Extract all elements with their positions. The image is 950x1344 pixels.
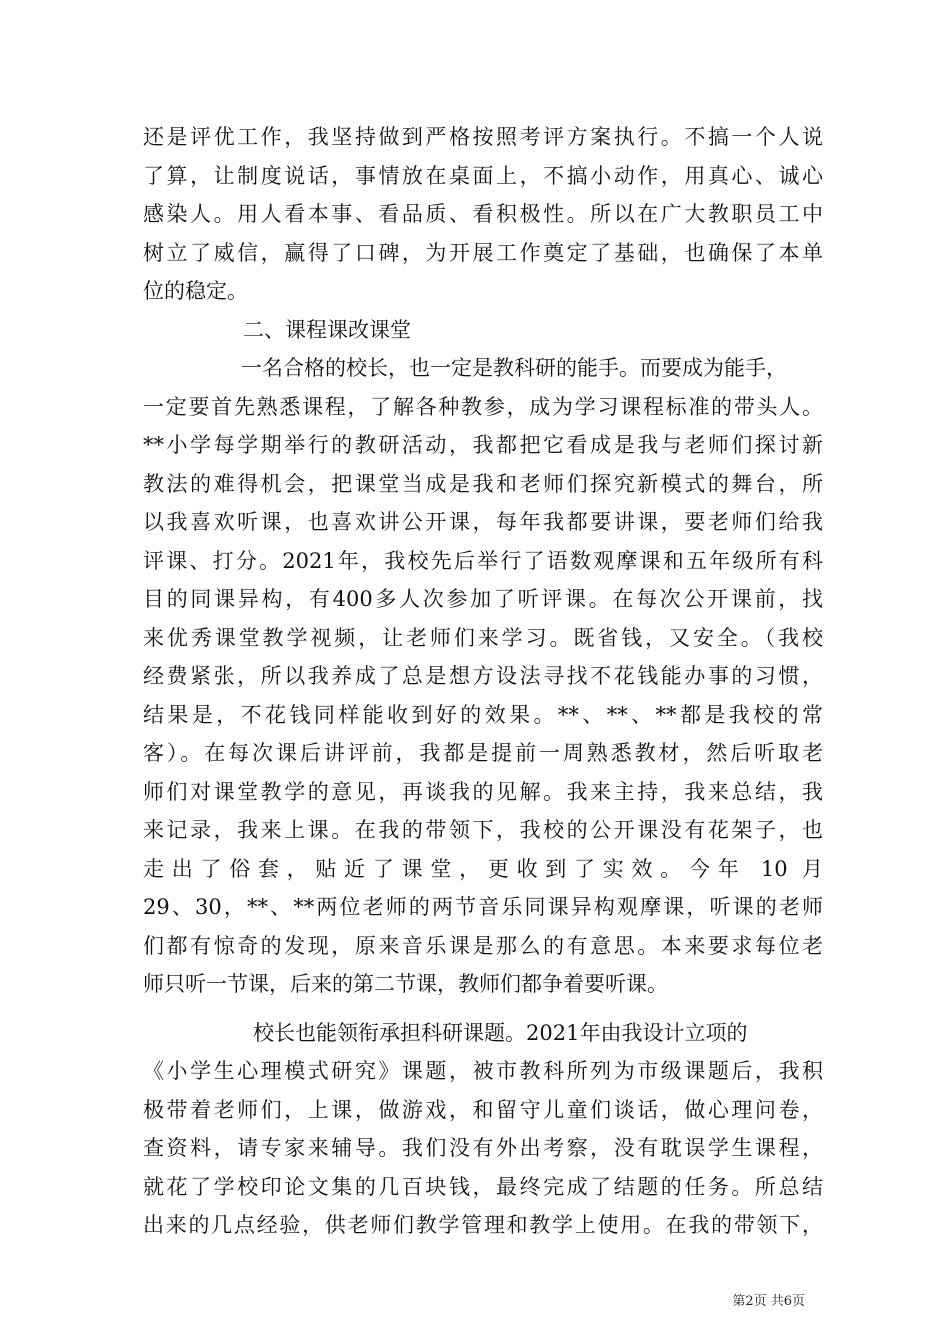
text-line: 一名合格的校长，也一定是教科研的能手。而要成为能手， [241, 356, 787, 380]
text-line: 经费紧张，所以我养成了总是想方设法寻找不花钱能办事的习惯， [143, 664, 823, 688]
text-line: 目的同课异构，有400多人次参加了听评课。在每次公开课前，找 [143, 587, 823, 611]
text-line: 29、30，**、**两位老师的两节音乐同课异构观摩课，听课的老师 [143, 895, 823, 919]
section-heading: 二、课程课改课堂 [243, 317, 411, 342]
body-text [143, 118, 823, 1245]
page-number-footer: 第2页 共6页 [732, 1294, 805, 1309]
text-line: 来记录，我来上课。在我的带领下，我校的公开课没有花架子，也 [143, 818, 823, 842]
text-line: 一定要首先熟悉课程，了解各种教参，成为学习课程标准的带头人。 [143, 394, 823, 419]
text-line: 出来的几点经验，供老师们教学管理和教学上使用。在我的带领下， [143, 1213, 823, 1237]
text-line: 就花了学校印论文集的几百块钱，最终完成了结题的任务。所总结 [143, 1174, 823, 1199]
text-line: 树立了威信，赢得了口碑，为开展工作奠定了基础，也确保了本单 [143, 240, 823, 265]
text-line: 结果是，不花钱同样能收到好的效果。**、**、**都是我校的常 [143, 702, 823, 727]
text-line: 以我喜欢听课，也喜欢讲公开课，每年我都要讲课，要老师们给我 [143, 510, 823, 534]
text-line: 师只听一节课，后来的第二节课，教师们都争着要听课。 [143, 972, 668, 996]
text-line: 极带着老师们，上课，做游戏，和留守儿童们谈话，做心理问卷， [143, 1097, 823, 1122]
text-line: 评课、打分。2021年，我校先后举行了语数观摩课和五年级所有科 [143, 548, 823, 573]
text-line: 还是评优工作，我坚持做到严格按照考评方案执行。不搞一个人说 [143, 125, 823, 149]
text-line: 了算，让制度说话，事情放在桌面上，不搞小动作，用真心、诚心 [143, 163, 823, 188]
text-line: 走出了俗套，贴近了课堂，更收到了实效。今年 10 月 [143, 856, 823, 881]
text-line: 教法的难得机会，把课堂当成是我和老师们探究新模式的舞台，所 [143, 471, 823, 496]
text-line: 校长也能领衔承担科研课题。2021年由我设计立项的 [253, 1020, 748, 1045]
text-line: 们都有惊奇的发现，原来音乐课是那么的有意思。本来要求每位老 [143, 933, 823, 958]
text-line: **小学每学期举行的教研活动，我都把它看成是我与老师们探讨新 [143, 433, 823, 457]
text-line: 位的稳定。 [143, 279, 248, 303]
text-line: 客）。在每次课后讲评前，我都是提前一周熟悉教材，然后听取老 [143, 741, 823, 765]
text-line: 师们对课堂教学的意见，再谈我的见解。我来主持，我来总结，我 [143, 779, 823, 804]
text-line: 感染人。用人看本事、看品质、看积极性。所以在广大教职员工中 [143, 202, 823, 226]
text-line: 《小学生心理模式研究》课题，被市教科所列为市级课题后，我积 [143, 1059, 823, 1083]
text-line: 来优秀课堂教学视频，让老师们来学习。既省钱，又安全。（我校 [143, 625, 823, 650]
text-line: 查资料，请专家来辅导。我们没有外出考察，没有耽误学生课程， [143, 1136, 823, 1160]
